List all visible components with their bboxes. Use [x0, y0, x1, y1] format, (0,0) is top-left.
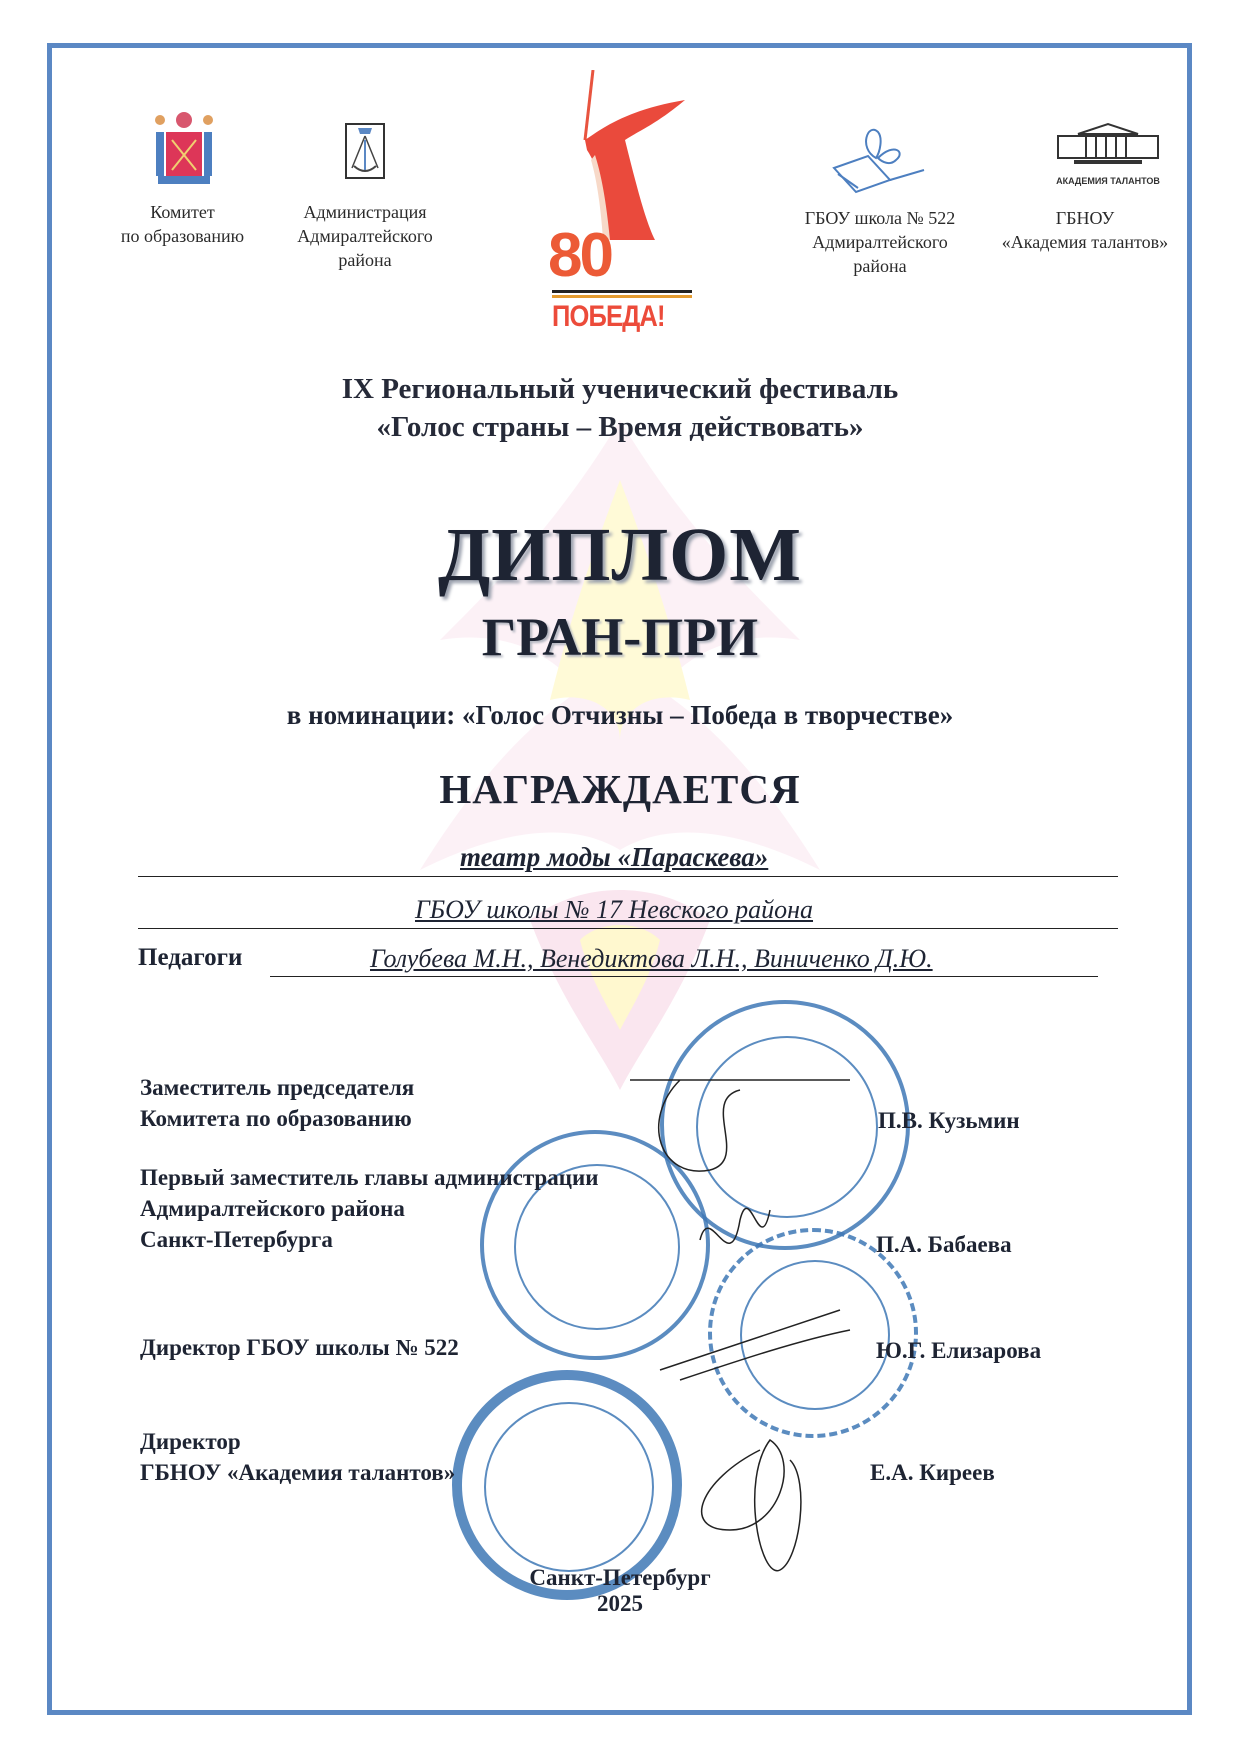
festival-title: IX Региональный ученический фестиваль [341, 373, 899, 405]
spb-coat-of-arms-icon [148, 110, 220, 190]
signatory-title-4: Директор ГБНОУ «Академия талантов» [140, 1429, 456, 1485]
logo-caption-school-522: ГБОУ школа № 522 Адмиралтейского района [804, 208, 956, 276]
festival-subtitle: «Голос страны – Время действовать» [376, 411, 864, 443]
signatory-title-3: Директор ГБОУ школы № 522 [140, 1335, 459, 1360]
admiralty-district-emblem-icon [340, 120, 390, 184]
award-grade: ГРАН-ПРИ [481, 607, 759, 667]
diploma-title: ДИПЛОМ [438, 513, 802, 597]
teachers-names: Голубева М.Н., Венедиктова Л.Н., Виниченко Д.Ю. [370, 944, 933, 973]
st-george-ribbon-stripe [552, 295, 692, 298]
academy-building-icon [1050, 122, 1166, 172]
logo-caption-committee: Комитет по образованию [120, 202, 245, 246]
signatory-name-2: П.А. Бабаева [876, 1232, 1012, 1257]
signatory-name-3: Ю.Г. Елизарова [876, 1338, 1042, 1363]
signatory-name-4: Е.А. Киреев [870, 1460, 995, 1485]
open-book-butterfly-icon [828, 118, 928, 194]
signatory-name-1: П.В. Кузьмин [878, 1108, 1020, 1133]
signatory-title-1: Заместитель председателя Комитета по образованию [140, 1075, 415, 1131]
signatory-title-2: Первый заместитель главы администрации Адмиралтейского района Санкт-Петербурга [140, 1165, 599, 1252]
recipient-name: театр моды «Параскева» [460, 842, 769, 872]
awarded-label: НАГРАЖДАЕТСЯ [439, 766, 801, 812]
organization-underline [138, 928, 1118, 929]
footer-city: Санкт-Петербург [529, 1565, 711, 1590]
victory-caption: ПОБЕДА! [552, 300, 665, 333]
background-bird-artwork [380, 400, 860, 1100]
teachers-label: Педагоги [138, 944, 243, 971]
footer-year: 2025 [597, 1591, 643, 1616]
recipient-underline [138, 876, 1118, 877]
logo-caption-academy: ГБНОУ «Академия талантов» [1001, 208, 1169, 252]
handwritten-signatures [620, 1060, 920, 1600]
victory-80-number: 80 [548, 221, 611, 290]
teachers-underline [270, 976, 1098, 977]
st-george-ribbon-stripe [552, 290, 692, 293]
logo-caption-administration: Администрация Адмиралтейского района [297, 202, 433, 270]
recipient-organization: ГБОУ школы № 17 Невского района [415, 895, 814, 924]
nomination: в номинации: «Голос Отчизны – Победа в творчестве» [286, 700, 954, 730]
academy-logo-text: АКАДЕМИЯ ТАЛАНТОВ [1056, 176, 1160, 186]
